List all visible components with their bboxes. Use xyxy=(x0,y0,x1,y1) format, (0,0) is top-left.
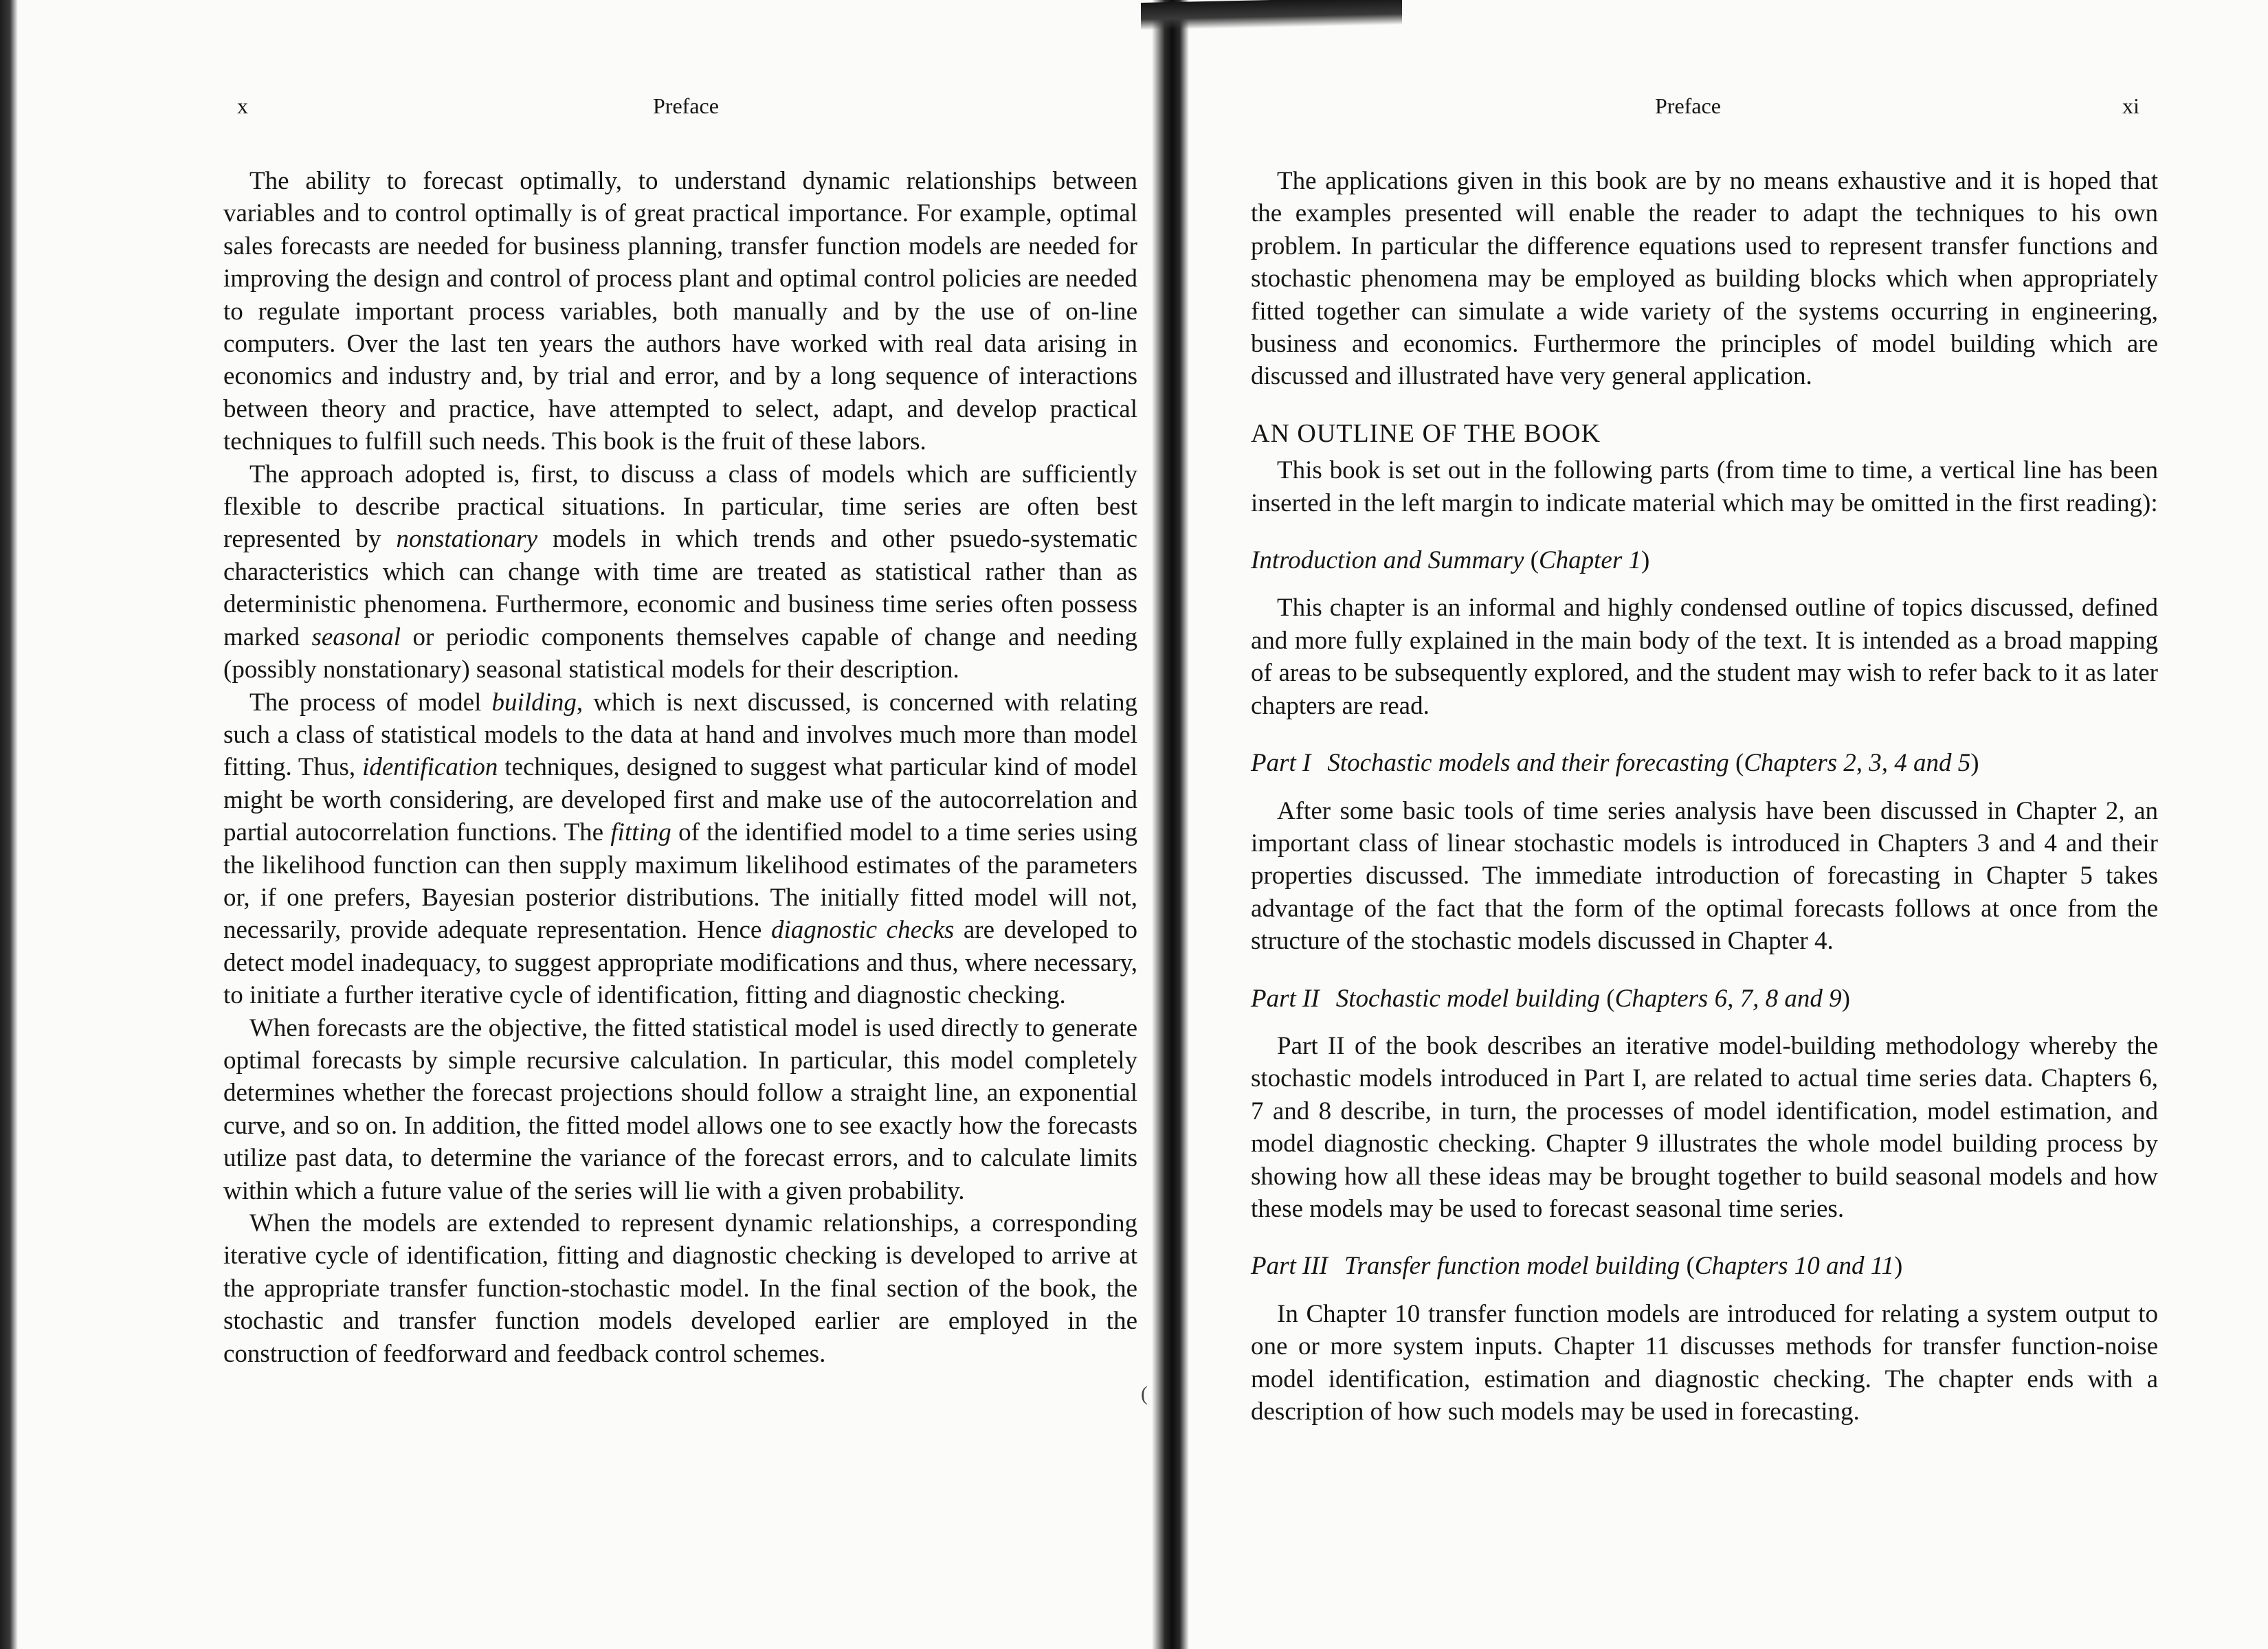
section-heading: AN OUTLINE OF THE BOOK xyxy=(1251,418,1601,448)
paragraph: After some basic tools of time series analysis have been discussed in Chapter 2, an important class of linear stochastic models is introduced in Chapters 3 and 4 and their properties discussed. The immediate introduction of forecasting in Chapter 5 takes advantage of the fact that the form of the optimal forecasts follows at once from the structure of the stochastic models discussed in Chapter 4. xyxy=(1251,796,2158,956)
left-page-number: x xyxy=(237,93,248,118)
right-running-head: Preface xyxy=(1655,93,1721,118)
paragraph: The approach adopted is, first, to discuss a class of models which are sufficiently flexible to describe practical situations. In particular, time series are often best represented by nonstationary models in which trends and other psuedo-systematic characteristics which can change with time are treated as statistical rather than as deterministic phenomena. Furthermore, economic and business time series often possess marked seasonal or periodic components themselves capable of change and needing (possibly nonstationary) seasonal statistical models for their description. xyxy=(223,460,1137,684)
paragraph: The ability to forecast optimally, to understand dynamic relationships between variables and to control optimally is of great practical importance. For example, optimal sales forecasts are needed for business planning, transfer function models are needed for improving the design and control of process plant and optimal control policies are needed to regulate important process variables, both manually and by the use of on-line computers. Over the last ten years the authors have worked with real data arising in economics and industry and, by trial and error, and by a long sequence of interactions between theory and practice, have attempted to select, adapt, and develop practical techniques to fulfill such needs. This book is the fruit of these labors. xyxy=(223,167,1137,456)
subheading-part-1: Part I Stochastic models and their forecasting (Chapters 2, 3, 4 and 5) xyxy=(1251,749,1979,778)
paragraph: This book is set out in the following parts (from time to time, a vertical line has been inserted in the left margin to indicate material which may be omitted in the first reading): xyxy=(1251,456,2158,517)
paragraph: This chapter is an informal and highly condensed outline of topics discussed, defined and more fully explained in the main body of the text. It is intended as a broad mapping of areas to be subsequently explored, and the student may wish to refer back to it as later chapters are read. xyxy=(1251,594,2158,720)
subheading-part-3: Part III Transfer function model building (Chapters 10 and 11) xyxy=(1251,1252,1903,1281)
right-page-number: xi xyxy=(2122,93,2139,118)
book-gutter xyxy=(1152,0,1189,1649)
paragraph: In Chapter 10 transfer function models are introduced for relating a system output to one or more system inputs. Chapter 11 discusses methods for transfer function-noise model identification, estimation and diagnostic checking. The chapter ends with a description of how such models may be used in forecasting. xyxy=(1251,1299,2158,1426)
paragraph: When forecasts are the objective, the fitted statistical model is used directly to generate optimal forecasts by simple recursive calculation. In particular, this model completely determines whether the forecast projections should follow a straight line, an exponential curve, and so on. In addition, the fitted model allows one to see exactly how the forecasts utilize past data, to determine the variance of the forecast errors, and to calculate limits within which a future value of the series will lie with a given probability. xyxy=(223,1013,1137,1205)
margin-mark: ( xyxy=(1141,1382,1148,1405)
subheading-part-2: Part II Stochastic model building (Chapters 6, 7, 8 and 9) xyxy=(1251,984,1850,1013)
paragraph: The process of model building, which is next discussed, is concerned with relating such a class of statistical models to the data at hand and involves much more than model fitting. Thus, identification techniques, designed to suggest what particular kind of model might be worth considering, are developed first and make use of the autocorrelation and partial autocorrelation functions. The fitting of the identified model to a time series using the likelihood function can then supply maximum likelihood estimates of the parameters or, if one prefers, Bayesian posterior distributions. The initially fitted model will not, necessarily, provide adequate representation. Hence diagnostic checks are developed to detect model inadequacy, to suggest appropriate modifications and thus, where necessary, to initiate a further iterative cycle of identification, fitting and diagnostic checking. xyxy=(223,688,1138,1010)
right-body-text xyxy=(1251,165,2158,1428)
paragraph: Part II of the book describes an iterative model-building methodology whereby the stochastic models introduced in Part I, are related to actual time series data. Chapters 6, 7 and 8 describe, in turn, the processes of model identification, model estimation, and model diagnostic checking. Chapter 9 illustrates the whole model building process by showing how all these ideas may be brought together to build seasonal models and how these models may be used to forecast seasonal time series. xyxy=(1251,1031,2158,1223)
subheading-introduction: Introduction and Summary (Chapter 1) xyxy=(1251,546,1650,575)
paragraph: When the models are extended to represent dynamic relationships, a corresponding iterative cycle of identification, fitting and diagnostic checking is developed to arrive at the appropriate transfer function-stochastic model. In the final section of the book, the stochastic and transfer function models developed earlier are employed in the construction of feedforward and feedback control schemes. xyxy=(223,1209,1137,1368)
left-body-text xyxy=(223,165,1137,1370)
paragraph: The applications given in this book are by no means exhaustive and it is hoped that the examples presented will enable the reader to adapt the techniques to his own problem. In particular the difference equations used to represent transfer functions and stochastic phenomena may be employed as building blocks which when appropriately fitted together can simulate a wide variety of the systems occurring in engineering, business and economics. Furthermore the principles of model building which are discussed and illustrated have very general application. xyxy=(1251,167,2158,391)
scan-edge-shadow xyxy=(0,0,18,1649)
left-running-head: Preface xyxy=(653,93,719,118)
